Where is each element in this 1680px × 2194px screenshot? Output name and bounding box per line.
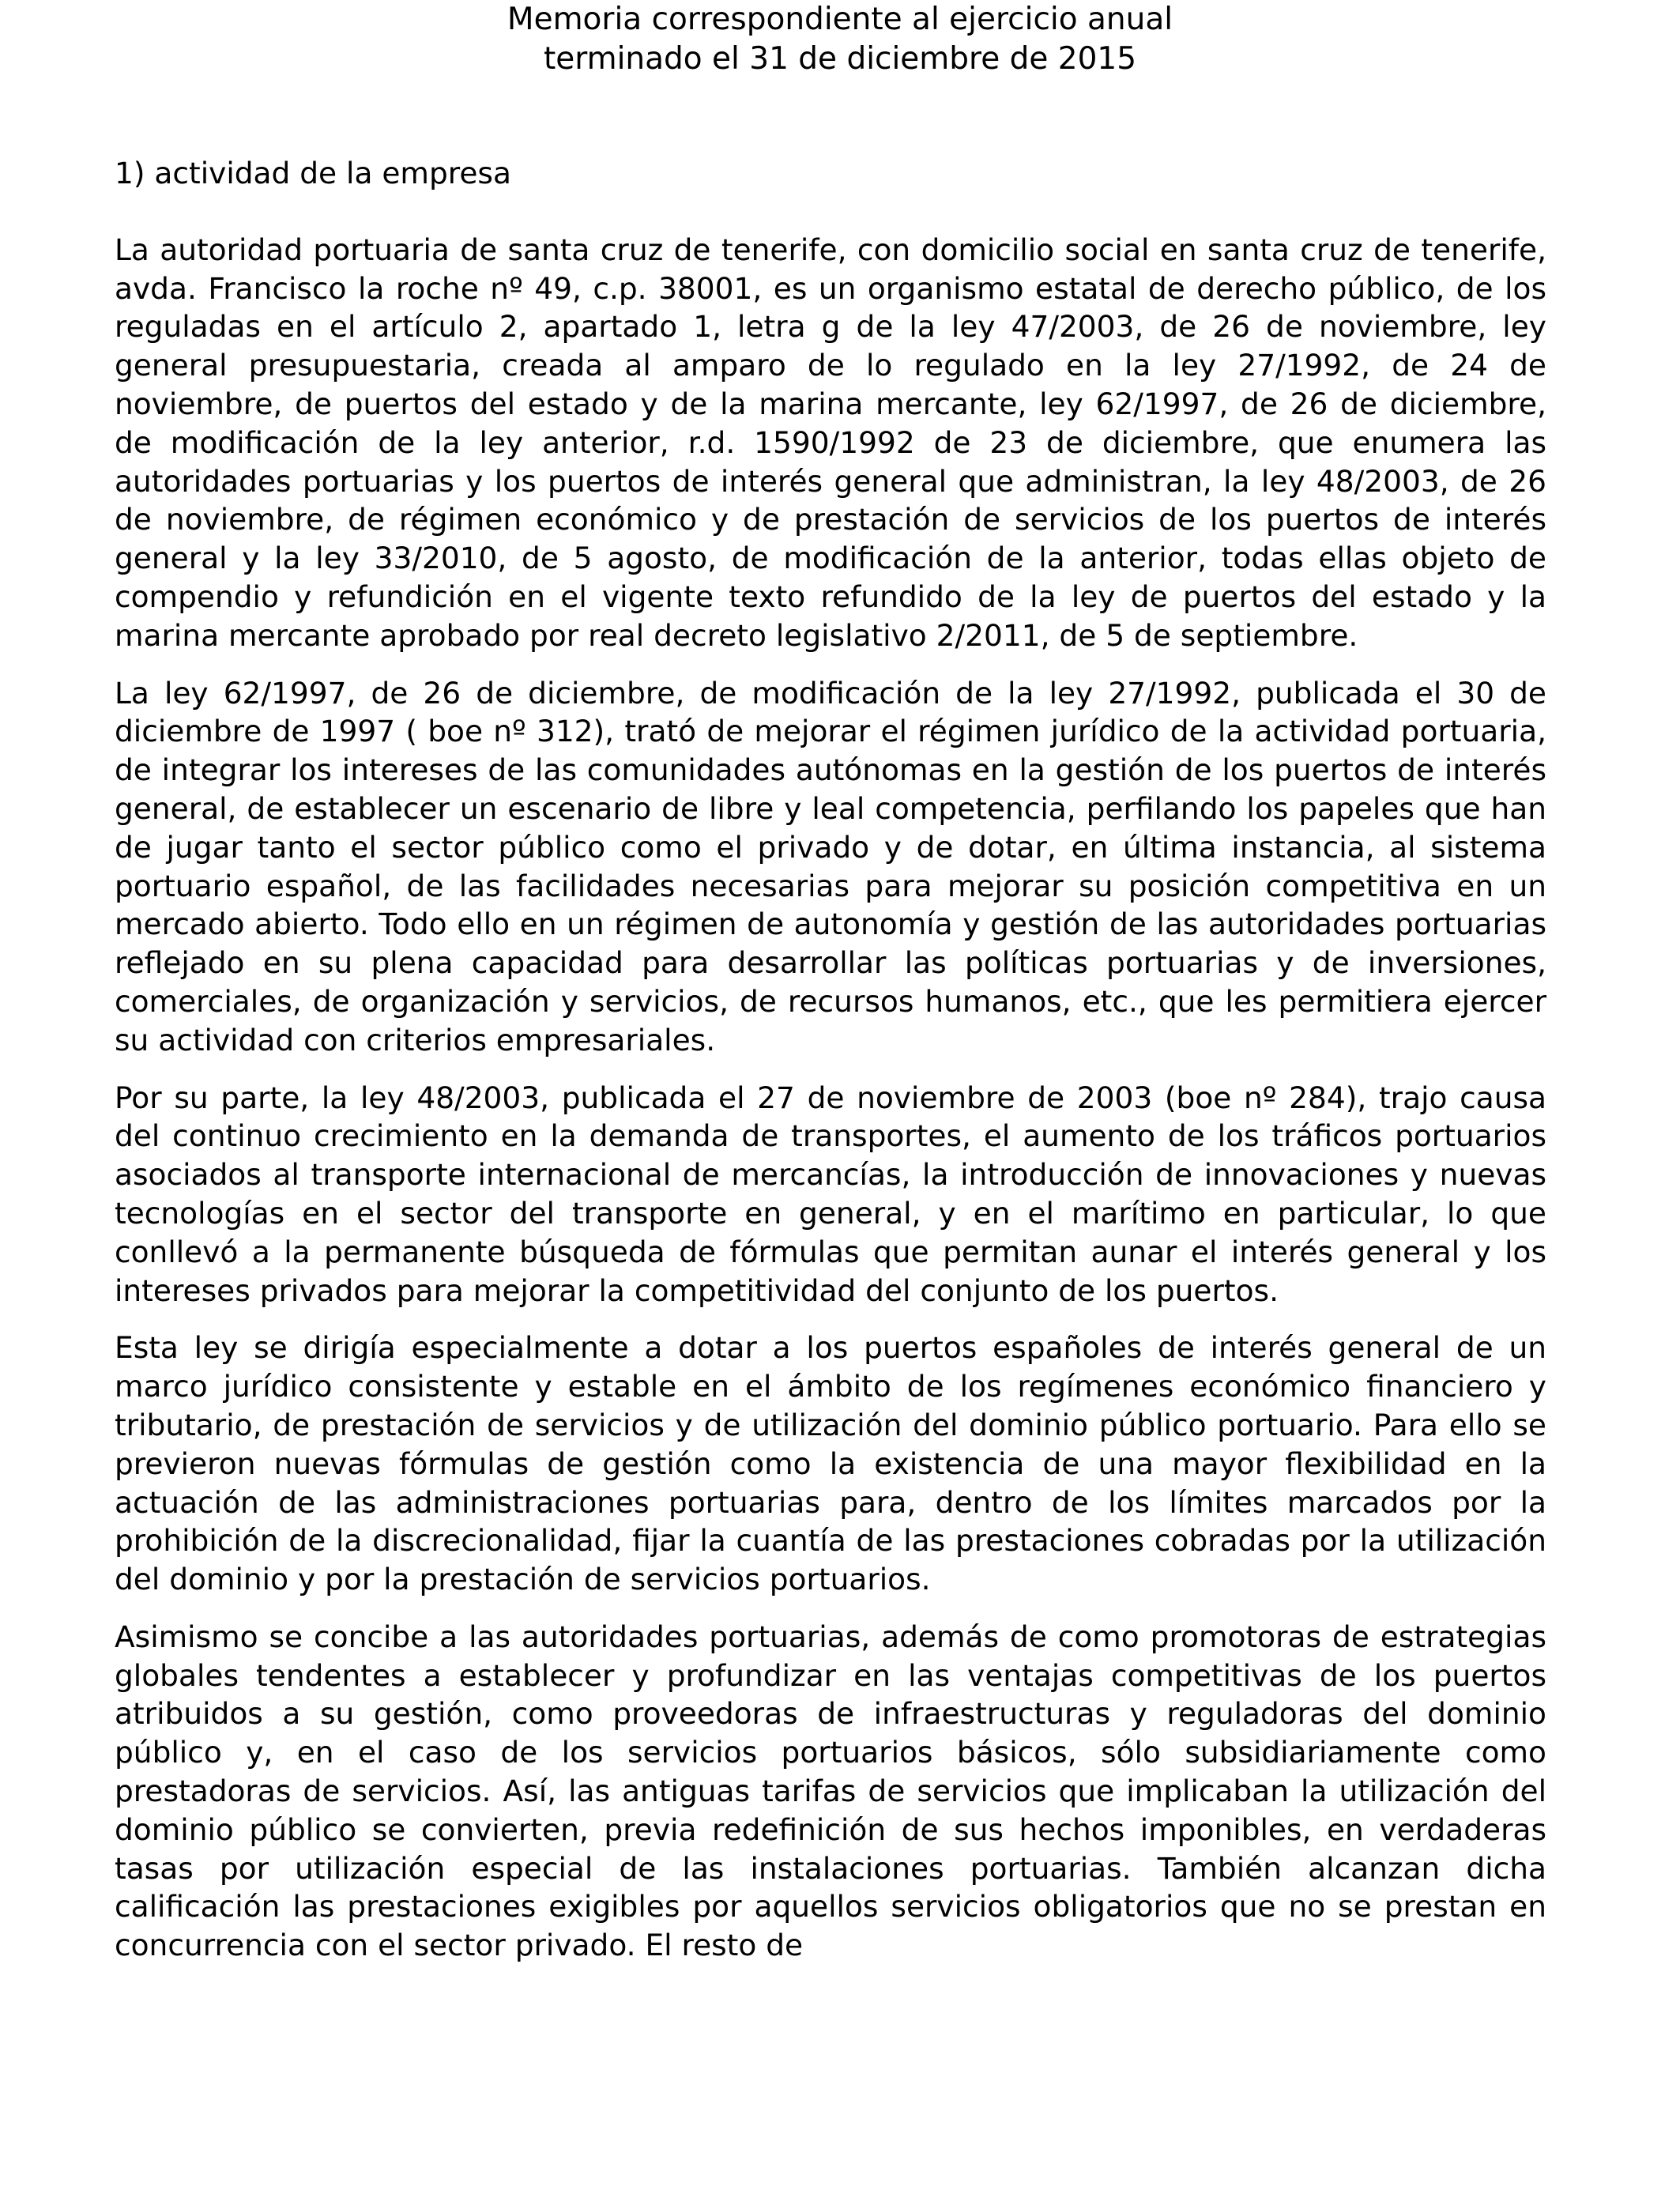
document-header — [0, 0, 1680, 79]
paragraph-5: Asimismo se concibe a las autoridades portuarias, además de como promotoras de estrategias globales tendentes a establecer y profundizar en las ventajas competitivas de los puertos atribuidos a su gestión, como proveedoras de infraestructuras y reguladoras del dominio público y, en el caso de los servicios portuarios básicos, sólo subsidiariamente como prestadoras de servicios. Así, las antiguas tarifas de servicios que implicaban la utilización del dominio público se convierten, previa redefinición de sus hechos imponibles, en verdaderas tasas por utilización especial de las instalaciones portuarias. También alcanzan dicha calificación las prestaciones exigibles por aquellos servicios obligatorios que no se prestan en concurrencia con el sector privado. El resto de — [115, 1619, 1546, 1963]
paragraph-1: La autoridad portuaria de santa cruz de tenerife, con domicilio social en santa cruz de tenerife, avda. Francisco la roche nº 49, c.p. 38001, es un organismo estatal de derecho público, de los reguladas en el artículo 2, apartado 1, letra g de la ley 47/2003, de 26 de noviembre, ley general presupuestaria, creada al amparo de lo regulado en la ley 27/1992, de 24 de noviembre, de puertos del estado y de la marina mercante, ley 62/1997, de 26 de diciembre, de modificación de la ley anterior, r.d. 1590/1992 de 23 de diciembre, que enumera las autoridades portuarias y los puertos de interés general que administran, la ley 48/2003, de 26 de noviembre, de régimen económico y de prestación de servicios de los puertos de interés general y la ley 33/2010, de 5 agosto, de modificación de la anterior, todas ellas objeto de compendio y refundición en el vigente texto refundido de la ley de puertos del estado y la marina mercante aprobado por real decreto legislativo 2/2011, de 5 de septiembre. — [115, 232, 1546, 653]
paragraph-4: Esta ley se dirigía especialmente a dotar a los puertos españoles de interés general de un marco jurídico consistente y estable en el ámbito de los regímenes económico financiero y tributario, de prestación de servicios y de utilización del dominio público portuario. Para ello se previeron nuevas fórmulas de gestión como la existencia de una mayor flexibilidad en la actuación de las administraciones portuarias para, dentro de los límites marcados por la prohibición de la discrecionalidad, fijar la cuantía de las prestaciones cobradas por la utilización del dominio y por la prestación de servicios portuarios. — [115, 1330, 1546, 1597]
header-line-1: Memoria correspondiente al ejercicio anual — [507, 2, 1173, 37]
document-body — [115, 154, 1546, 1984]
section-title: 1) actividad de la empresa — [115, 156, 511, 190]
paragraph-2: La ley 62/1997, de 26 de diciembre, de modificación de la ley 27/1992, publicada el 30 de diciembre de 1997 ( boe nº 312), trató de mejorar el régimen jurídico de la actividad portuaria, de integrar los intereses de las comunidades autónomas en la gestión de los puertos de interés general, de establecer un escenario de libre y leal competencia, perfilando los papeles que han de jugar tanto el sector público como el privado y de dotar, en última instancia, al sistema portuario español, de las facilidades necesarias para mejorar su posición competitiva en un mercado abierto. Todo ello en un régimen de autonomía y gestión de las autoridades portuarias reflejado en su plena capacidad para desarrollar las políticas portuarias y de inversiones, comerciales, de organización y servicios, de recursos humanos, etc., que les permitiera ejercer su actividad con criterios empresariales. — [115, 675, 1546, 1057]
header-line-2: terminado el 31 de diciembre de 2015 — [543, 41, 1137, 77]
paragraph-3: Por su parte, la ley 48/2003, publicada el 27 de noviembre de 2003 (boe nº 284), trajo causa del continuo crecimiento en la demanda de transportes, el aumento de los tráficos portuarios asociados al transporte internacional de mercancías, la introducción de innovaciones y nuevas tecnologías en el sector del transporte en general, y en el marítimo en particular, lo que conllevó a la permanente búsqueda de fórmulas que permitan aunar el interés general y los intereses privados para mejorar la competitividad del conjunto de los puertos. — [115, 1080, 1546, 1308]
